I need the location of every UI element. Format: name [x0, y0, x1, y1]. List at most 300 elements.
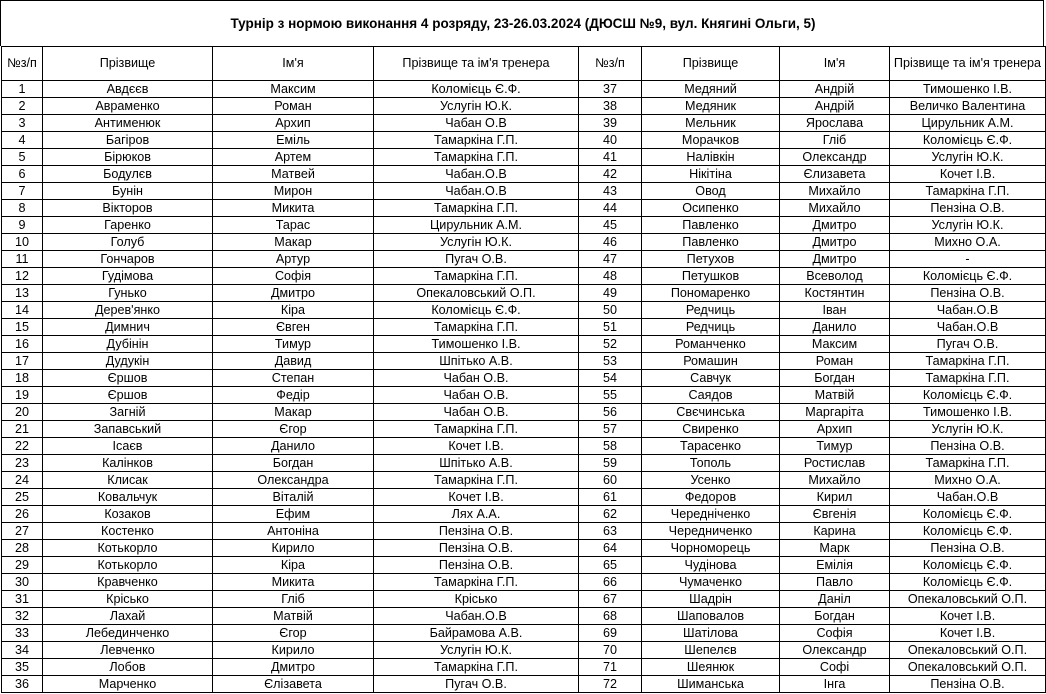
cell-surname[interactable]: Нікітіна	[642, 166, 780, 183]
cell-coach[interactable]: Тамаркіна Г.П.	[890, 183, 1046, 200]
cell-number[interactable]: 63	[579, 523, 642, 540]
cell-surname[interactable]: Чередніченко	[642, 506, 780, 523]
cell-surname[interactable]: Лобов	[43, 659, 213, 676]
cell-name[interactable]: Маргаріта	[780, 404, 890, 421]
cell-coach[interactable]: Чабан О.В.	[374, 404, 579, 421]
cell-name[interactable]: Микита	[213, 200, 374, 217]
cell-surname[interactable]: Федоров	[642, 489, 780, 506]
cell-number[interactable]: 16	[2, 336, 43, 353]
header-name: Ім'я	[780, 47, 890, 81]
cell-name[interactable]: Єлизавета	[780, 166, 890, 183]
cell-surname[interactable]: Лахай	[43, 608, 213, 625]
cell-name[interactable]: Кіра	[213, 302, 374, 319]
cell-name[interactable]: Михайло	[780, 472, 890, 489]
cell-surname[interactable]: Левченко	[43, 642, 213, 659]
cell-coach[interactable]: Услугін Ю.К.	[890, 149, 1046, 166]
cell-surname[interactable]: Гаренко	[43, 217, 213, 234]
cell-number[interactable]: 56	[579, 404, 642, 421]
cell-name[interactable]: Архип	[780, 421, 890, 438]
cell-surname[interactable]: Єршов	[43, 370, 213, 387]
cell-name[interactable]: Максим	[213, 81, 374, 98]
cell-coach[interactable]: Чабан.О.В	[890, 489, 1046, 506]
cell-surname[interactable]: Тополь	[642, 455, 780, 472]
cell-name[interactable]: Артур	[213, 251, 374, 268]
cell-surname[interactable]: Чередниченко	[642, 523, 780, 540]
cell-coach[interactable]: Коломієць Є.Ф.	[890, 268, 1046, 285]
cell-surname[interactable]: Петушков	[642, 268, 780, 285]
cell-coach[interactable]: Тамаркіна Г.П.	[374, 132, 579, 149]
cell-surname[interactable]: Тарасенко	[642, 438, 780, 455]
cell-surname[interactable]: Клисак	[43, 472, 213, 489]
cell-surname[interactable]: Калінков	[43, 455, 213, 472]
cell-coach[interactable]: Опекаловський О.П.	[890, 591, 1046, 608]
header-number: №з/п	[2, 47, 43, 81]
cell-name[interactable]: Матвей	[213, 166, 374, 183]
cell-number[interactable]: 31	[2, 591, 43, 608]
cell-name[interactable]: Давид	[213, 353, 374, 370]
cell-coach[interactable]: Коломієць Є.Ф.	[890, 506, 1046, 523]
cell-number[interactable]: 46	[579, 234, 642, 251]
cell-surname[interactable]: Осипенко	[642, 200, 780, 217]
cell-name[interactable]: Федір	[213, 387, 374, 404]
cell-number[interactable]: 2	[2, 98, 43, 115]
cell-surname[interactable]: Бодулєв	[43, 166, 213, 183]
cell-surname[interactable]: Котькорло	[43, 557, 213, 574]
cell-surname[interactable]: Антименюк	[43, 115, 213, 132]
cell-coach[interactable]: Тамаркіна Г.П.	[374, 268, 579, 285]
cell-name[interactable]: Дмитро	[213, 659, 374, 676]
cell-surname[interactable]: Бунін	[43, 183, 213, 200]
cell-coach[interactable]: Пензіна О.В.	[374, 540, 579, 557]
cell-coach[interactable]: Тамаркіна Г.П.	[374, 659, 579, 676]
cell-number[interactable]: 9	[2, 217, 43, 234]
cell-name[interactable]: Марк	[780, 540, 890, 557]
cell-coach[interactable]: Тамаркіна Г.П.	[374, 421, 579, 438]
cell-number[interactable]: 6	[2, 166, 43, 183]
cell-name[interactable]: Роман	[780, 353, 890, 370]
header-surname: Прізвище	[43, 47, 213, 81]
cell-coach[interactable]: Тимошенко І.В.	[890, 81, 1046, 98]
cell-number[interactable]: 72	[579, 676, 642, 693]
cell-surname[interactable]: Романченко	[642, 336, 780, 353]
page-title: Турнір з нормою виконання 4 розряду, 23-26.03.2024 (ДЮСШ №9, вул. Княгині Ольги, 5)	[230, 15, 816, 31]
cell-number[interactable]: 11	[2, 251, 43, 268]
cell-name[interactable]: Павло	[780, 574, 890, 591]
cell-number[interactable]: 30	[2, 574, 43, 591]
cell-name[interactable]: Євгенія	[780, 506, 890, 523]
cell-surname[interactable]: Шиманська	[642, 676, 780, 693]
cell-coach[interactable]: Цирульник А.М.	[890, 115, 1046, 132]
cell-surname[interactable]: Крісько	[43, 591, 213, 608]
cell-name[interactable]: Костянтин	[780, 285, 890, 302]
cell-coach[interactable]: Коломієць Є.Ф.	[374, 302, 579, 319]
cell-name[interactable]: Антоніна	[213, 523, 374, 540]
cell-coach[interactable]: Пензіна О.В.	[890, 676, 1046, 693]
cell-surname[interactable]: Запавський	[43, 421, 213, 438]
cell-surname[interactable]: Редчиць	[642, 319, 780, 336]
cell-surname[interactable]: Гончаров	[43, 251, 213, 268]
cell-coach[interactable]: Чабан.О.В	[374, 183, 579, 200]
cell-number[interactable]: 67	[579, 591, 642, 608]
cell-coach[interactable]: Тимошенко І.В.	[374, 336, 579, 353]
cell-coach[interactable]: Тамаркіна Г.П.	[890, 353, 1046, 370]
cell-number[interactable]: 22	[2, 438, 43, 455]
table-row	[2, 489, 1046, 506]
cell-name[interactable]: Матвій	[780, 387, 890, 404]
cell-coach[interactable]: Цирульник А.М.	[374, 217, 579, 234]
cell-number[interactable]: 4	[2, 132, 43, 149]
cell-coach[interactable]: Чабан.О.В	[374, 608, 579, 625]
cell-surname[interactable]: Шепелєв	[642, 642, 780, 659]
cell-surname[interactable]: Загній	[43, 404, 213, 421]
cell-name[interactable]: Тарас	[213, 217, 374, 234]
cell-name[interactable]: Михайло	[780, 183, 890, 200]
cell-surname[interactable]: Гудімова	[43, 268, 213, 285]
cell-name[interactable]: Данило	[213, 438, 374, 455]
cell-coach[interactable]: Коломієць Є.Ф.	[890, 387, 1046, 404]
cell-surname[interactable]: Лебединченко	[43, 625, 213, 642]
cell-number[interactable]: 50	[579, 302, 642, 319]
cell-coach[interactable]: Услугін Ю.К.	[374, 234, 579, 251]
table-row	[2, 81, 1046, 98]
cell-number[interactable]: 15	[2, 319, 43, 336]
cell-surname[interactable]: Костенко	[43, 523, 213, 540]
cell-surname[interactable]: Ісаєв	[43, 438, 213, 455]
cell-name[interactable]: Данило	[780, 319, 890, 336]
cell-coach[interactable]: Тамаркіна Г.П.	[374, 472, 579, 489]
cell-name[interactable]: Богдан	[780, 370, 890, 387]
cell-coach[interactable]: Кочет І.В.	[890, 166, 1046, 183]
cell-number[interactable]: 42	[579, 166, 642, 183]
cell-surname[interactable]: Дубінін	[43, 336, 213, 353]
cell-name[interactable]: Кирило	[213, 642, 374, 659]
cell-surname[interactable]: Марченко	[43, 676, 213, 693]
cell-surname[interactable]: Чорноморець	[642, 540, 780, 557]
cell-surname[interactable]: Дудукін	[43, 353, 213, 370]
cell-number[interactable]: 44	[579, 200, 642, 217]
cell-name[interactable]: Всеволод	[780, 268, 890, 285]
cell-number[interactable]: 34	[2, 642, 43, 659]
cell-coach[interactable]: Величко Валентина	[890, 98, 1046, 115]
cell-surname[interactable]: Єршов	[43, 387, 213, 404]
cell-number[interactable]: 13	[2, 285, 43, 302]
cell-number[interactable]: 55	[579, 387, 642, 404]
cell-coach[interactable]: Тамаркіна Г.П.	[890, 370, 1046, 387]
cell-name[interactable]: Андрій	[780, 81, 890, 98]
cell-coach[interactable]: Шпітько А.В.	[374, 455, 579, 472]
cell-name[interactable]: Дмитро	[780, 251, 890, 268]
cell-number[interactable]: 45	[579, 217, 642, 234]
cell-number[interactable]: 25	[2, 489, 43, 506]
cell-name[interactable]: Михайло	[780, 200, 890, 217]
cell-name[interactable]: Карина	[780, 523, 890, 540]
cell-surname[interactable]: Гунько	[43, 285, 213, 302]
cell-coach[interactable]: Услугін Ю.К.	[890, 217, 1046, 234]
table-row	[2, 115, 1046, 132]
cell-number[interactable]: 43	[579, 183, 642, 200]
cell-number[interactable]: 1	[2, 81, 43, 98]
cell-surname[interactable]: Свиренко	[642, 421, 780, 438]
cell-surname[interactable]: Савчук	[642, 370, 780, 387]
cell-coach[interactable]: Крісько	[374, 591, 579, 608]
cell-number[interactable]: 29	[2, 557, 43, 574]
cell-name[interactable]: Матвій	[213, 608, 374, 625]
cell-number[interactable]: 35	[2, 659, 43, 676]
cell-name[interactable]: Софія	[780, 625, 890, 642]
cell-surname[interactable]: Шаповалов	[642, 608, 780, 625]
cell-coach[interactable]: Услугін Ю.К.	[374, 642, 579, 659]
cell-number[interactable]: 24	[2, 472, 43, 489]
cell-number[interactable]: 23	[2, 455, 43, 472]
cell-number[interactable]: 61	[579, 489, 642, 506]
cell-surname[interactable]: Чудінова	[642, 557, 780, 574]
cell-surname[interactable]: Голуб	[43, 234, 213, 251]
cell-number[interactable]: 27	[2, 523, 43, 540]
cell-number[interactable]: 58	[579, 438, 642, 455]
cell-name[interactable]: Микита	[213, 574, 374, 591]
cell-coach[interactable]: Коломієць Є.Ф.	[374, 81, 579, 98]
cell-surname[interactable]: Бірюков	[43, 149, 213, 166]
cell-name[interactable]: Тимур	[213, 336, 374, 353]
cell-surname[interactable]: Димнич	[43, 319, 213, 336]
cell-name[interactable]: Інга	[780, 676, 890, 693]
cell-number[interactable]: 49	[579, 285, 642, 302]
cell-coach[interactable]: Коломієць Є.Ф.	[890, 574, 1046, 591]
cell-coach[interactable]: Пугач О.В.	[374, 251, 579, 268]
cell-number[interactable]: 36	[2, 676, 43, 693]
cell-number[interactable]: 53	[579, 353, 642, 370]
cell-name[interactable]: Євген	[213, 319, 374, 336]
cell-name[interactable]: Дмитро	[780, 234, 890, 251]
cell-number[interactable]: 7	[2, 183, 43, 200]
cell-number[interactable]: 17	[2, 353, 43, 370]
cell-name[interactable]: Артем	[213, 149, 374, 166]
cell-coach[interactable]: Услугін Ю.К.	[890, 421, 1046, 438]
cell-surname[interactable]: Дерев'янко	[43, 302, 213, 319]
cell-surname[interactable]: Ромашин	[642, 353, 780, 370]
cell-surname[interactable]: Авдєєв	[43, 81, 213, 98]
cell-surname[interactable]: Овод	[642, 183, 780, 200]
cell-coach[interactable]: Тамаркіна Г.П.	[374, 149, 579, 166]
cell-coach[interactable]: Пензіна О.В.	[890, 438, 1046, 455]
cell-coach[interactable]: Опекаловський О.П.	[890, 659, 1046, 676]
cell-number[interactable]: 40	[579, 132, 642, 149]
table-row	[2, 200, 1046, 217]
cell-name[interactable]: Тимур	[780, 438, 890, 455]
cell-surname[interactable]: Ковальчук	[43, 489, 213, 506]
cell-name[interactable]: Олександр	[780, 149, 890, 166]
cell-number[interactable]: 38	[579, 98, 642, 115]
cell-name[interactable]: Єлізавета	[213, 676, 374, 693]
cell-coach[interactable]: Пензіна О.В.	[374, 557, 579, 574]
cell-name[interactable]: Кирило	[213, 540, 374, 557]
cell-number[interactable]: 21	[2, 421, 43, 438]
cell-number[interactable]: 19	[2, 387, 43, 404]
cell-name[interactable]: Богдан	[213, 455, 374, 472]
cell-number[interactable]: 51	[579, 319, 642, 336]
cell-coach[interactable]: Кочет І.В.	[890, 608, 1046, 625]
cell-surname[interactable]: Кравченко	[43, 574, 213, 591]
cell-name[interactable]: Ярослава	[780, 115, 890, 132]
cell-coach[interactable]: Коломієць Є.Ф.	[890, 557, 1046, 574]
cell-coach[interactable]: Тамаркіна Г.П.	[374, 319, 579, 336]
cell-coach[interactable]: Пугач О.В.	[890, 336, 1046, 353]
cell-name[interactable]: Емілія	[780, 557, 890, 574]
cell-surname[interactable]: Чумаченко	[642, 574, 780, 591]
cell-name[interactable]: Макар	[213, 404, 374, 421]
cell-surname[interactable]: Петухов	[642, 251, 780, 268]
cell-coach[interactable]: Чабан О.В.	[374, 370, 579, 387]
cell-name[interactable]: Еміль	[213, 132, 374, 149]
cell-coach[interactable]: Пензіна О.В.	[374, 523, 579, 540]
cell-name[interactable]: Олександр	[780, 642, 890, 659]
cell-number[interactable]: 62	[579, 506, 642, 523]
cell-number[interactable]: 8	[2, 200, 43, 217]
cell-name[interactable]: Архип	[213, 115, 374, 132]
cell-coach[interactable]: Чабан.О.В	[890, 319, 1046, 336]
cell-name[interactable]: Ефим	[213, 506, 374, 523]
cell-coach[interactable]: Тамаркіна Г.П.	[374, 200, 579, 217]
cell-surname[interactable]: Морачков	[642, 132, 780, 149]
cell-number[interactable]: 59	[579, 455, 642, 472]
cell-name[interactable]: Софія	[213, 268, 374, 285]
table-row	[2, 234, 1046, 251]
cell-surname[interactable]: Медяний	[642, 81, 780, 98]
cell-number[interactable]: 52	[579, 336, 642, 353]
cell-number[interactable]: 70	[579, 642, 642, 659]
cell-coach[interactable]: Михно О.А.	[890, 234, 1046, 251]
cell-coach[interactable]: Кочет І.В.	[374, 489, 579, 506]
cell-coach[interactable]: Михно О.А.	[890, 472, 1046, 489]
cell-surname[interactable]: Саядов	[642, 387, 780, 404]
cell-name[interactable]: Іван	[780, 302, 890, 319]
cell-coach[interactable]: Коломієць Є.Ф.	[890, 523, 1046, 540]
cell-number[interactable]: 68	[579, 608, 642, 625]
cell-name[interactable]: Гліб	[213, 591, 374, 608]
cell-number[interactable]: 33	[2, 625, 43, 642]
cell-coach[interactable]: Чабан.О.В	[890, 302, 1046, 319]
cell-coach[interactable]: Услугін Ю.К.	[374, 98, 579, 115]
cell-surname[interactable]: Налівкін	[642, 149, 780, 166]
cell-coach[interactable]: Пензіна О.В.	[890, 285, 1046, 302]
cell-name[interactable]: Роман	[213, 98, 374, 115]
cell-surname[interactable]: Медяник	[642, 98, 780, 115]
cell-coach[interactable]: Пугач О.В.	[374, 676, 579, 693]
cell-name[interactable]: Максим	[780, 336, 890, 353]
cell-coach[interactable]: Байрамова А.В.	[374, 625, 579, 642]
cell-surname[interactable]: Мельник	[642, 115, 780, 132]
table-row	[2, 268, 1046, 285]
cell-coach[interactable]: Тамаркіна Г.П.	[890, 455, 1046, 472]
cell-number[interactable]: 3	[2, 115, 43, 132]
cell-coach[interactable]: Чабан О.В	[374, 115, 579, 132]
cell-coach[interactable]: Тамаркіна Г.П.	[374, 574, 579, 591]
cell-surname[interactable]: Редчиць	[642, 302, 780, 319]
cell-number[interactable]: 41	[579, 149, 642, 166]
cell-name[interactable]: Ростислав	[780, 455, 890, 472]
cell-coach[interactable]: Шпітько А.В.	[374, 353, 579, 370]
cell-number[interactable]: 54	[579, 370, 642, 387]
cell-name[interactable]: Андрій	[780, 98, 890, 115]
cell-name[interactable]: Богдан	[780, 608, 890, 625]
cell-coach[interactable]: Тимошенко І.В.	[890, 404, 1046, 421]
cell-number[interactable]: 60	[579, 472, 642, 489]
cell-number[interactable]: 57	[579, 421, 642, 438]
cell-coach[interactable]: Пензіна О.В.	[890, 200, 1046, 217]
cell-coach[interactable]: Кочет І.В.	[374, 438, 579, 455]
cell-coach[interactable]: Лях А.А.	[374, 506, 579, 523]
table-row	[2, 421, 1046, 438]
cell-name[interactable]: Мирон	[213, 183, 374, 200]
cell-number[interactable]: 66	[579, 574, 642, 591]
cell-name[interactable]: Єгор	[213, 421, 374, 438]
cell-coach[interactable]: Опекаловський О.П.	[890, 642, 1046, 659]
cell-number[interactable]: 10	[2, 234, 43, 251]
cell-surname[interactable]: Вікторов	[43, 200, 213, 217]
cell-surname[interactable]: Котькорло	[43, 540, 213, 557]
cell-name[interactable]: Єгор	[213, 625, 374, 642]
cell-surname[interactable]: Шатілова	[642, 625, 780, 642]
cell-name[interactable]: Дмитро	[780, 217, 890, 234]
cell-number[interactable]: 48	[579, 268, 642, 285]
cell-number[interactable]: 47	[579, 251, 642, 268]
cell-number[interactable]: 20	[2, 404, 43, 421]
cell-number[interactable]: 64	[579, 540, 642, 557]
cell-name[interactable]: Степан	[213, 370, 374, 387]
cell-number[interactable]: 12	[2, 268, 43, 285]
cell-name[interactable]: Софі	[780, 659, 890, 676]
cell-name[interactable]: Дмитро	[213, 285, 374, 302]
cell-name[interactable]: Олександра	[213, 472, 374, 489]
table-row	[2, 676, 1046, 693]
cell-surname[interactable]: Пономаренко	[642, 285, 780, 302]
cell-number[interactable]: 28	[2, 540, 43, 557]
cell-number[interactable]: 39	[579, 115, 642, 132]
cell-surname[interactable]: Багіров	[43, 132, 213, 149]
cell-number[interactable]: 5	[2, 149, 43, 166]
cell-number[interactable]: 65	[579, 557, 642, 574]
cell-number[interactable]: 71	[579, 659, 642, 676]
cell-coach[interactable]: Коломієць Є.Ф.	[890, 132, 1046, 149]
cell-surname[interactable]: Авраменко	[43, 98, 213, 115]
cell-number[interactable]: 14	[2, 302, 43, 319]
cell-number[interactable]: 26	[2, 506, 43, 523]
cell-name[interactable]: Віталій	[213, 489, 374, 506]
cell-coach[interactable]: Чабан.О.В	[374, 166, 579, 183]
cell-name[interactable]: Гліб	[780, 132, 890, 149]
cell-number[interactable]: 69	[579, 625, 642, 642]
cell-surname[interactable]: Павленко	[642, 217, 780, 234]
cell-name[interactable]: Кирил	[780, 489, 890, 506]
cell-name[interactable]: Даніл	[780, 591, 890, 608]
cell-surname[interactable]: Павленко	[642, 234, 780, 251]
cell-surname[interactable]: Усенко	[642, 472, 780, 489]
cell-number[interactable]: 37	[579, 81, 642, 98]
cell-surname[interactable]: Козаков	[43, 506, 213, 523]
cell-coach[interactable]: Чабан О.В.	[374, 387, 579, 404]
cell-coach[interactable]: -	[890, 251, 1046, 268]
cell-name[interactable]: Макар	[213, 234, 374, 251]
cell-coach[interactable]: Опекаловський О.П.	[374, 285, 579, 302]
cell-number[interactable]: 32	[2, 608, 43, 625]
cell-coach[interactable]: Пензіна О.В.	[890, 540, 1046, 557]
cell-surname[interactable]: Шеянюк	[642, 659, 780, 676]
cell-surname[interactable]: Свєчинська	[642, 404, 780, 421]
cell-coach[interactable]: Кочет І.В.	[890, 625, 1046, 642]
cell-surname[interactable]: Шадрін	[642, 591, 780, 608]
cell-number[interactable]: 18	[2, 370, 43, 387]
cell-name[interactable]: Кіра	[213, 557, 374, 574]
